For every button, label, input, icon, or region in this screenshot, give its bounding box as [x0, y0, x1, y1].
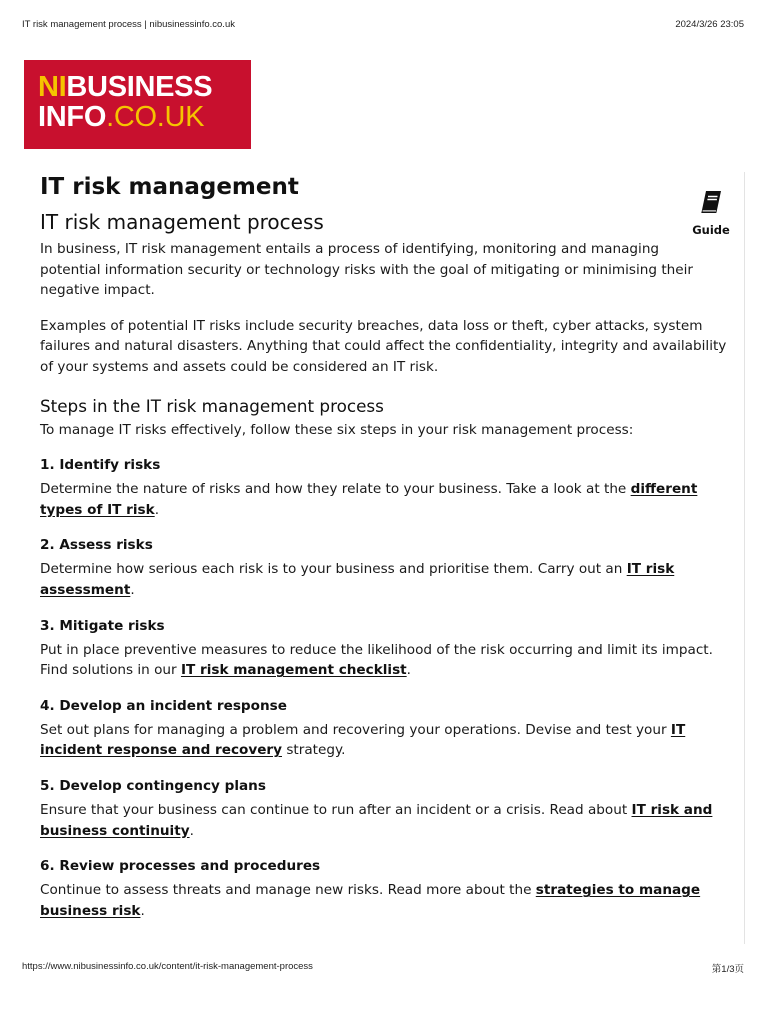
logo-business: BUSINESS [66, 71, 213, 103]
step-heading: 1. Identify risks [40, 457, 161, 474]
step-text-before: Ensure that your business can continue to run after an incident or a crisis. Read about [40, 801, 632, 818]
intro-paragraph-1: In business, IT risk management entails a process of identifying, monitoring and managing potential information security or technology risks with the goal of mitigating or minimising their negative impact. [40, 241, 694, 299]
step-text-after: . [189, 822, 194, 839]
step-3 [40, 616, 728, 681]
step-text-after: strategy. [282, 742, 346, 759]
step-text-after: . [154, 501, 160, 518]
step-text-before: Set out plans for managing a problem and recovering your operations. Devise and test your [40, 721, 671, 738]
steps-heading: Steps in the IT risk management process [40, 395, 384, 416]
step-text [40, 880, 728, 921]
sidebar-divider [744, 172, 745, 944]
main-content [40, 170, 728, 921]
step-heading: 3. Mitigate risks [40, 617, 165, 634]
step-6 [40, 856, 728, 921]
step-heading: 4. Develop an incident response [40, 697, 287, 714]
step-text [40, 800, 728, 841]
guide-label: Guide [692, 223, 730, 237]
print-header-title: IT risk management process | nibusinessinfo.co.uk [22, 19, 235, 30]
site-logo[interactable] [24, 60, 251, 149]
link-strategies-manage-business-risk[interactable]: strategies to manage business risk [40, 882, 701, 919]
print-header [22, 19, 744, 30]
logo-line-1 [38, 72, 251, 102]
step-text-after: . [130, 581, 135, 598]
logo-dot-co-uk: .CO.UK [106, 101, 205, 133]
step-heading: 2. Assess risks [40, 537, 153, 554]
page-subtitle: IT risk management process [40, 210, 324, 234]
logo-ni: NI [38, 71, 67, 103]
logo-line-2 [38, 102, 251, 132]
link-it-risk-assessment[interactable]: IT risk assessment [40, 561, 675, 598]
steps-intro: To manage IT risks effectively, follow these six steps in your risk management process: [40, 421, 634, 438]
step-4 [40, 696, 728, 761]
page-title: IT risk management [40, 174, 299, 200]
step-heading: 5. Develop contingency plans [40, 777, 266, 794]
print-header-datetime: 2024/3/26 23:05 [675, 19, 744, 30]
step-1 [40, 455, 728, 520]
step-text [40, 720, 728, 761]
step-5 [40, 776, 728, 841]
intro-paragraph-2: Examples of potential IT risks include security breaches, data loss or theft, cyber attacks, system failures and natural disasters. Anything that could affect the confidentiality, integrity and availability of your systems and assets could be considered an IT risk. [40, 317, 727, 375]
logo-info: INFO [38, 101, 107, 133]
step-text-before: Continue to assess threats and manage new risks. Read more about the [40, 882, 536, 899]
step-text-before: Determine the nature of risks and how they relate to your business. Take a look at the [40, 481, 631, 498]
link-it-incident-response[interactable]: IT incident response and recovery [40, 721, 686, 759]
step-text-before: Determine how serious each risk is to your business and prioritise them. Carry out an [40, 561, 627, 578]
print-footer [22, 961, 744, 975]
print-footer-page: 第1/3页 [711, 964, 744, 975]
step-text [40, 559, 728, 600]
link-it-risk-business-continuity[interactable]: IT risk and business continuity [40, 801, 713, 839]
link-different-types-of-it-risk[interactable]: different types of IT risk [40, 481, 698, 518]
step-text [40, 479, 728, 520]
step-text [40, 640, 728, 681]
step-text-after: . [140, 902, 145, 919]
step-2 [40, 535, 728, 600]
link-it-risk-management-checklist[interactable]: IT risk management checklist [180, 662, 407, 679]
step-heading: 6. Review processes and procedures [40, 858, 321, 875]
print-footer-url: https://www.nibusinessinfo.co.uk/content/it-risk-management-process [22, 961, 313, 972]
step-text-after: . [406, 662, 411, 679]
step-text-before: Put in place preventive measures to reduce the likelihood of the risk occurring and limit its impact. Find solutions in our [40, 641, 713, 679]
